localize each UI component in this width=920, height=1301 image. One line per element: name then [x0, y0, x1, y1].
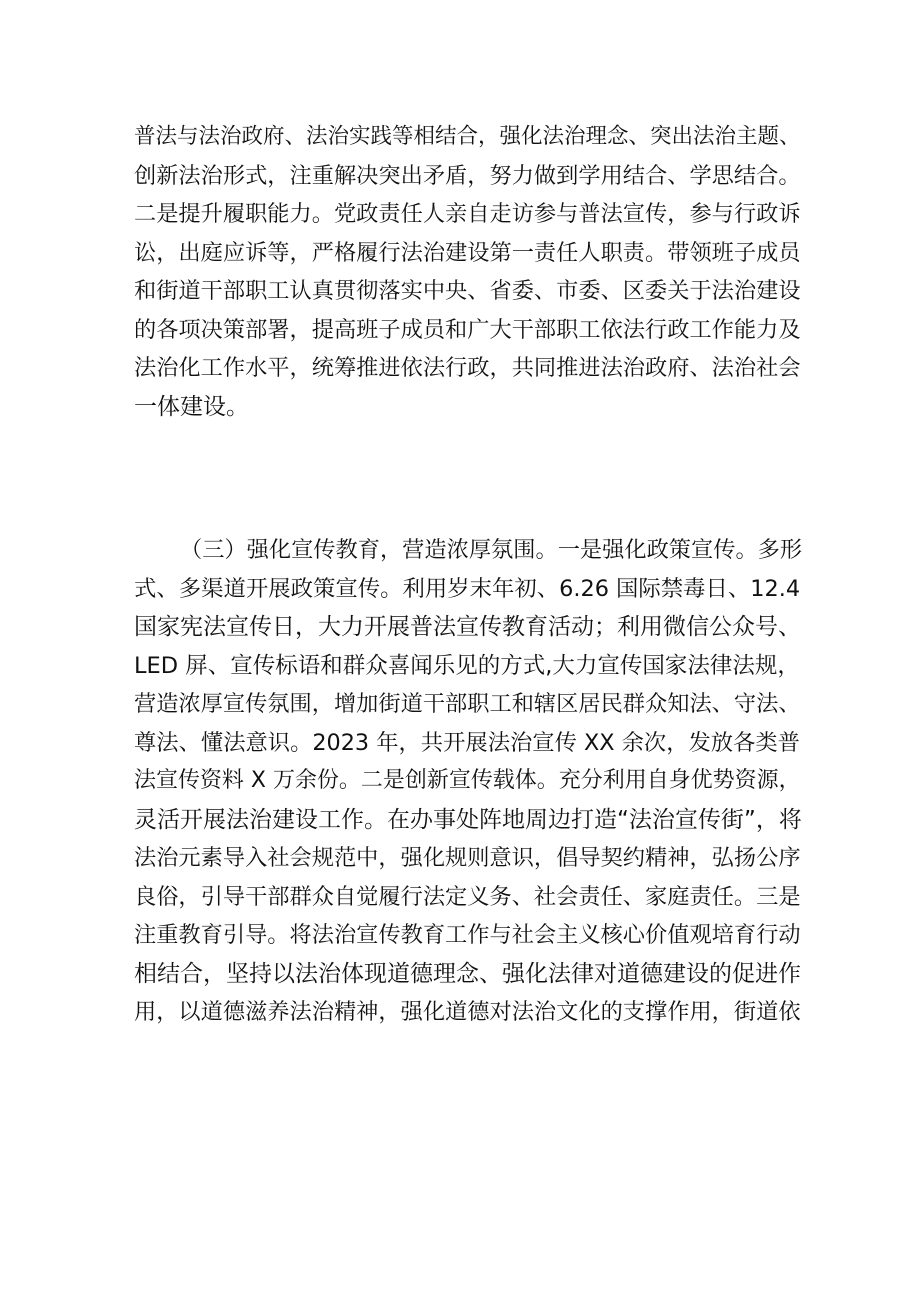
text-line: 式、多渠道开展政策宣传。利用岁末年初、6.26 国际禁毒日、12.4: [134, 575, 801, 602]
text-line: 用，以道德滋养法治精神，强化道德对法治文化的支撑作用，街道依: [134, 999, 801, 1025]
text-line: 二是提升履职能力。党政责任人亲自走访参与普法宣传，参与行政诉: [134, 201, 801, 227]
text-line: 相结合，坚持以法治体现道德理念、强化法律对道德建设的促进作: [134, 960, 801, 987]
text-line: 良俗，引导干部群众自觉履行法定义务、社会责任、家庭责任。三是: [134, 883, 801, 910]
paragraph-section-three: [134, 531, 804, 1032]
text-line: 讼，出庭应诉等，严格履行法治建设第一责任人职责。带领班子成员: [134, 239, 801, 266]
text-line: 普法与法治政府、法治实践等相结合，强化法治理念、突出法治主题、: [134, 124, 801, 149]
text-line: LED 屏、宣传标语和群众喜闻乐见的方式,大力宣传国家法律法规，: [134, 652, 800, 679]
text-line: 的各项决策部署，提高班子成员和广大干部职工依法行政工作能力及: [134, 316, 801, 343]
text-line: 灵活开展法治建设工作。在办事处阵地周边打造“法治宣传街”，将: [134, 806, 802, 833]
text-line: 法宣传资料 X 万余份。二是创新宣传载体。充分利用自身优势资源，: [134, 768, 801, 793]
text-line: 法治化工作水平，统筹推进依法行政，共同推进法治政府、法治社会: [134, 355, 801, 381]
text-line: 一体建设。: [134, 393, 249, 420]
section-heading-line: （三）强化宣传教育，营造浓厚氛围。一是强化政策宣传。多形: [180, 537, 803, 563]
text-line: 创新法治形式，注重解决突出矛盾，努力做到学用结合、学思结合。: [134, 162, 801, 189]
text-line: 注重教育引导。将法治宣传教育工作与社会主义核心价值观培育行动: [134, 922, 801, 948]
text-line: 和街道干部职工认真贯彻落实中央、省委、市委、区委关于法治建设: [134, 278, 801, 304]
text-line: 国家宪法宣传日，大力开展普法宣传教育活动；利用微信公众号、: [134, 614, 801, 640]
paragraph-continuation: [134, 118, 804, 426]
text-line: 法治元素导入社会规范中，强化规则意识，倡导契约精神，弘扬公序: [134, 845, 801, 871]
text-line: 尊法、懂法意识。2023 年，共开展法治宣传 XX 余次，发放各类普: [134, 729, 800, 756]
text-line: 营造浓厚宣传氛围，增加街道干部职工和辖区居民群众知法、守法、: [134, 691, 801, 717]
